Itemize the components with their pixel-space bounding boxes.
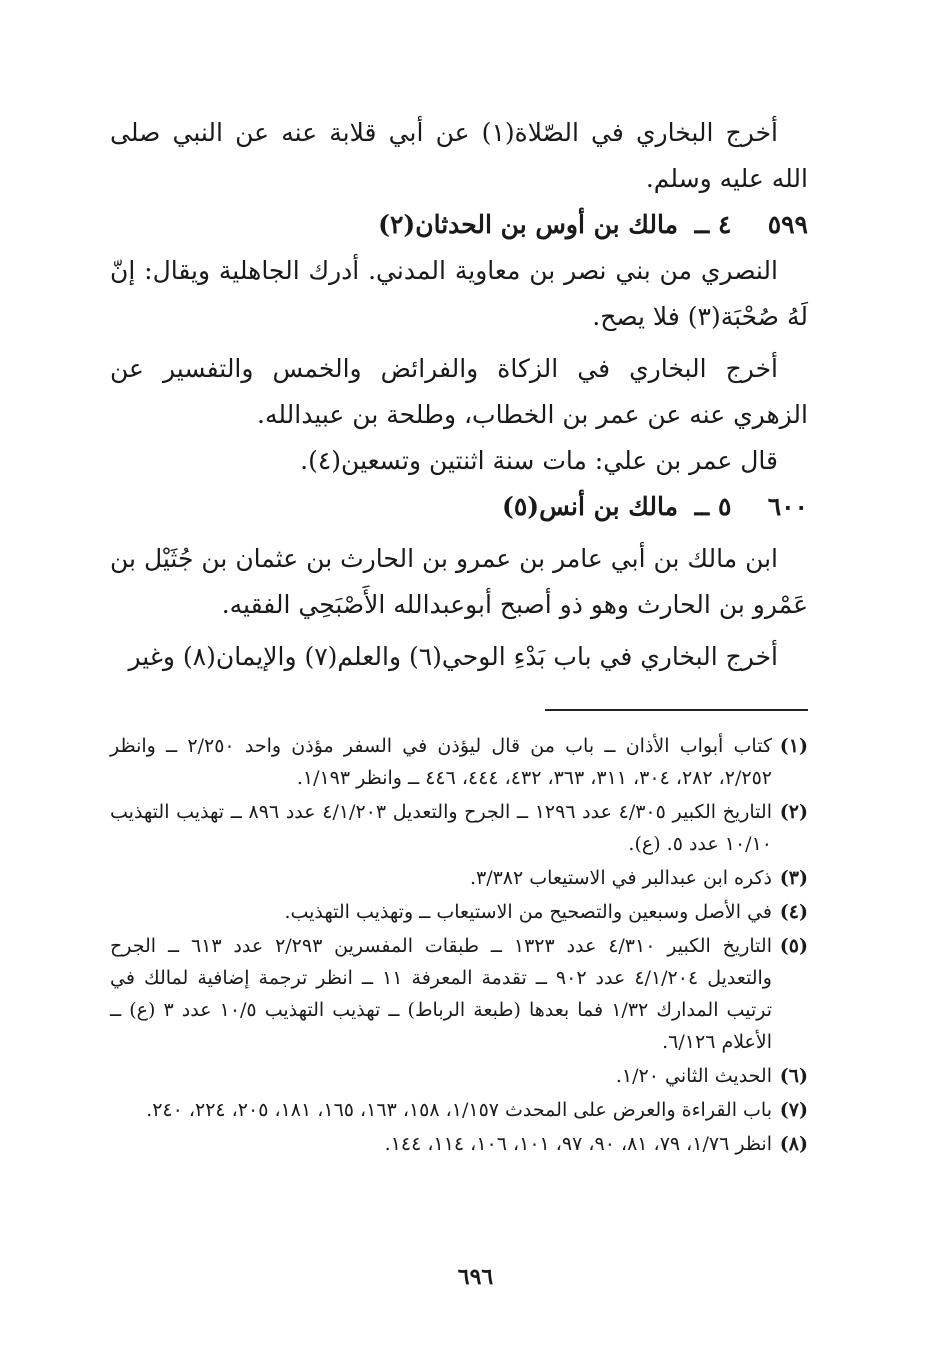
footnote-5 bbox=[110, 930, 808, 1058]
entry-599-heading bbox=[110, 202, 808, 248]
entry-sequence: ٤ ــ bbox=[694, 210, 732, 239]
footnote-marker: (٣) bbox=[779, 867, 808, 889]
footnote-text: كتاب أبواب الأذان ــ باب من قال ليؤذن في السفر مؤذن واحد ٢/٢٥٠ ــ وانظر ٢/٢٥٢، ٢٨٢، ٣٠٤، ٣١١، ٣٦٣، ٤٣٢، ٤٤٤، ٤٤٦ ــ وانظر ١/١٩٣. bbox=[110, 735, 772, 789]
footnotes bbox=[110, 730, 808, 1162]
paragraph-4: قال عمر بن علي: مات سنة اثنتين وتسعين(٤). bbox=[300, 446, 778, 475]
footnote-1 bbox=[110, 730, 808, 794]
footnote-marker: (٤) bbox=[779, 901, 808, 923]
footnote-text: الحديث الثاني ١/٢٠. bbox=[615, 1065, 772, 1087]
entry-number: ٥٩٩ bbox=[767, 210, 808, 239]
paragraph-5: ابن مالك بن أبي عامر بن عمرو بن الحارث بن عثمان بن جُثَيْل بن عَمْرو بن الحارث وهو ذو أصبح أبوعبدالله الأَصْبَحِي الفقيه. bbox=[110, 544, 808, 619]
entry-sequence: ٥ ــ bbox=[694, 492, 732, 521]
main-text bbox=[110, 110, 808, 680]
footnote-marker: (٧) bbox=[779, 1099, 808, 1121]
footnote-text: في الأصل وسبعين والتصحيح من الاستيعاب ــ وتهذيب التهذيب. bbox=[284, 901, 772, 923]
footnote-3 bbox=[110, 862, 808, 894]
entry-number: ٦٠٠ bbox=[767, 492, 808, 521]
paragraph-6: أخرج البخاري في باب بَدْءِ الوحي(٦) والعلم(٧) والإيمان(٨) وغير bbox=[128, 642, 778, 671]
footnote-2 bbox=[110, 796, 808, 860]
footnote-6 bbox=[110, 1060, 808, 1092]
footnote-marker: (٦) bbox=[779, 1065, 808, 1087]
footnote-text: ذكره ابن عبدالبر في الاستيعاب ٣/٣٨٢. bbox=[469, 867, 772, 889]
footnote-marker: (٨) bbox=[779, 1133, 808, 1155]
footnote-4 bbox=[110, 896, 808, 928]
footnote-7 bbox=[110, 1094, 808, 1126]
footnote-text: التاريخ الكبير ٤/٣١٠ عدد ١٣٢٣ ــ طبقات المفسرين ٢/٢٩٣ عدد ٦١٣ ــ الجرح والتعديل ٤/١/٢٠٤ عدد ٩٠٢ ــ تقدمة المعرفة ١١ ــ انظر ترجمة إضافية لمالك في ترتيب المدارك ١/٣٢ فما بعدها (طبعة الرباط) ــ تهذيب التهذيب ١٠/٥ عدد ٣ (ع) ــ الأعلام ٦/١٢٦. bbox=[110, 935, 773, 1053]
footnote-text: التاريخ الكبير ٤/٣٠٥ عدد ١٢٩٦ ــ الجرح والتعديل ٤/١/٢٠٣ عدد ٨٩٦ ــ تهذيب التهذيب ١٠/١٠ عدد ٥. (ع). bbox=[110, 801, 772, 855]
paragraph-3: أخرج البخاري في الزكاة والفرائض والخمس والتفسير عن الزهري عنه عن عمر بن الخطاب، وطلحة بن عبيدالله. bbox=[110, 354, 808, 429]
footnote-8 bbox=[110, 1128, 808, 1160]
footnote-marker: (٢) bbox=[779, 801, 808, 823]
footnote-separator bbox=[545, 709, 808, 711]
entry-name: مالك بن أنس(٥) bbox=[502, 492, 678, 521]
entry-name: مالك بن أوس بن الحدثان(٢) bbox=[378, 210, 678, 239]
footnote-marker: (٥) bbox=[779, 935, 808, 957]
paragraph-1: أخرج البخاري في الصّلاة(١) عن أبي قلابة عنه عن النبي صلى الله عليه وسلم. bbox=[110, 118, 808, 193]
entry-600-heading bbox=[110, 484, 808, 530]
footnote-text: باب القراءة والعرض على المحدث ١/١٥٧، ١٥٨، ١٦٣، ١٦٥، ١٨١، ٢٠٥، ٢٢٤، ٢٤٠. bbox=[146, 1099, 772, 1121]
page-number: ٦٩٦ bbox=[457, 1264, 494, 1290]
footnote-marker: (١) bbox=[779, 735, 808, 757]
paragraph-2: النصري من بني نصر بن معاوية المدني. أدرك الجاهلية ويقال: إنّ لَهُ صُحْبَة(٣) فلا يصح. bbox=[110, 256, 808, 331]
footnote-text: انظر ١/٧٦، ٧٩، ٨١، ٩٠، ٩٧، ١٠١، ١٠٦، ١١٤، ١٤٤. bbox=[384, 1133, 772, 1155]
